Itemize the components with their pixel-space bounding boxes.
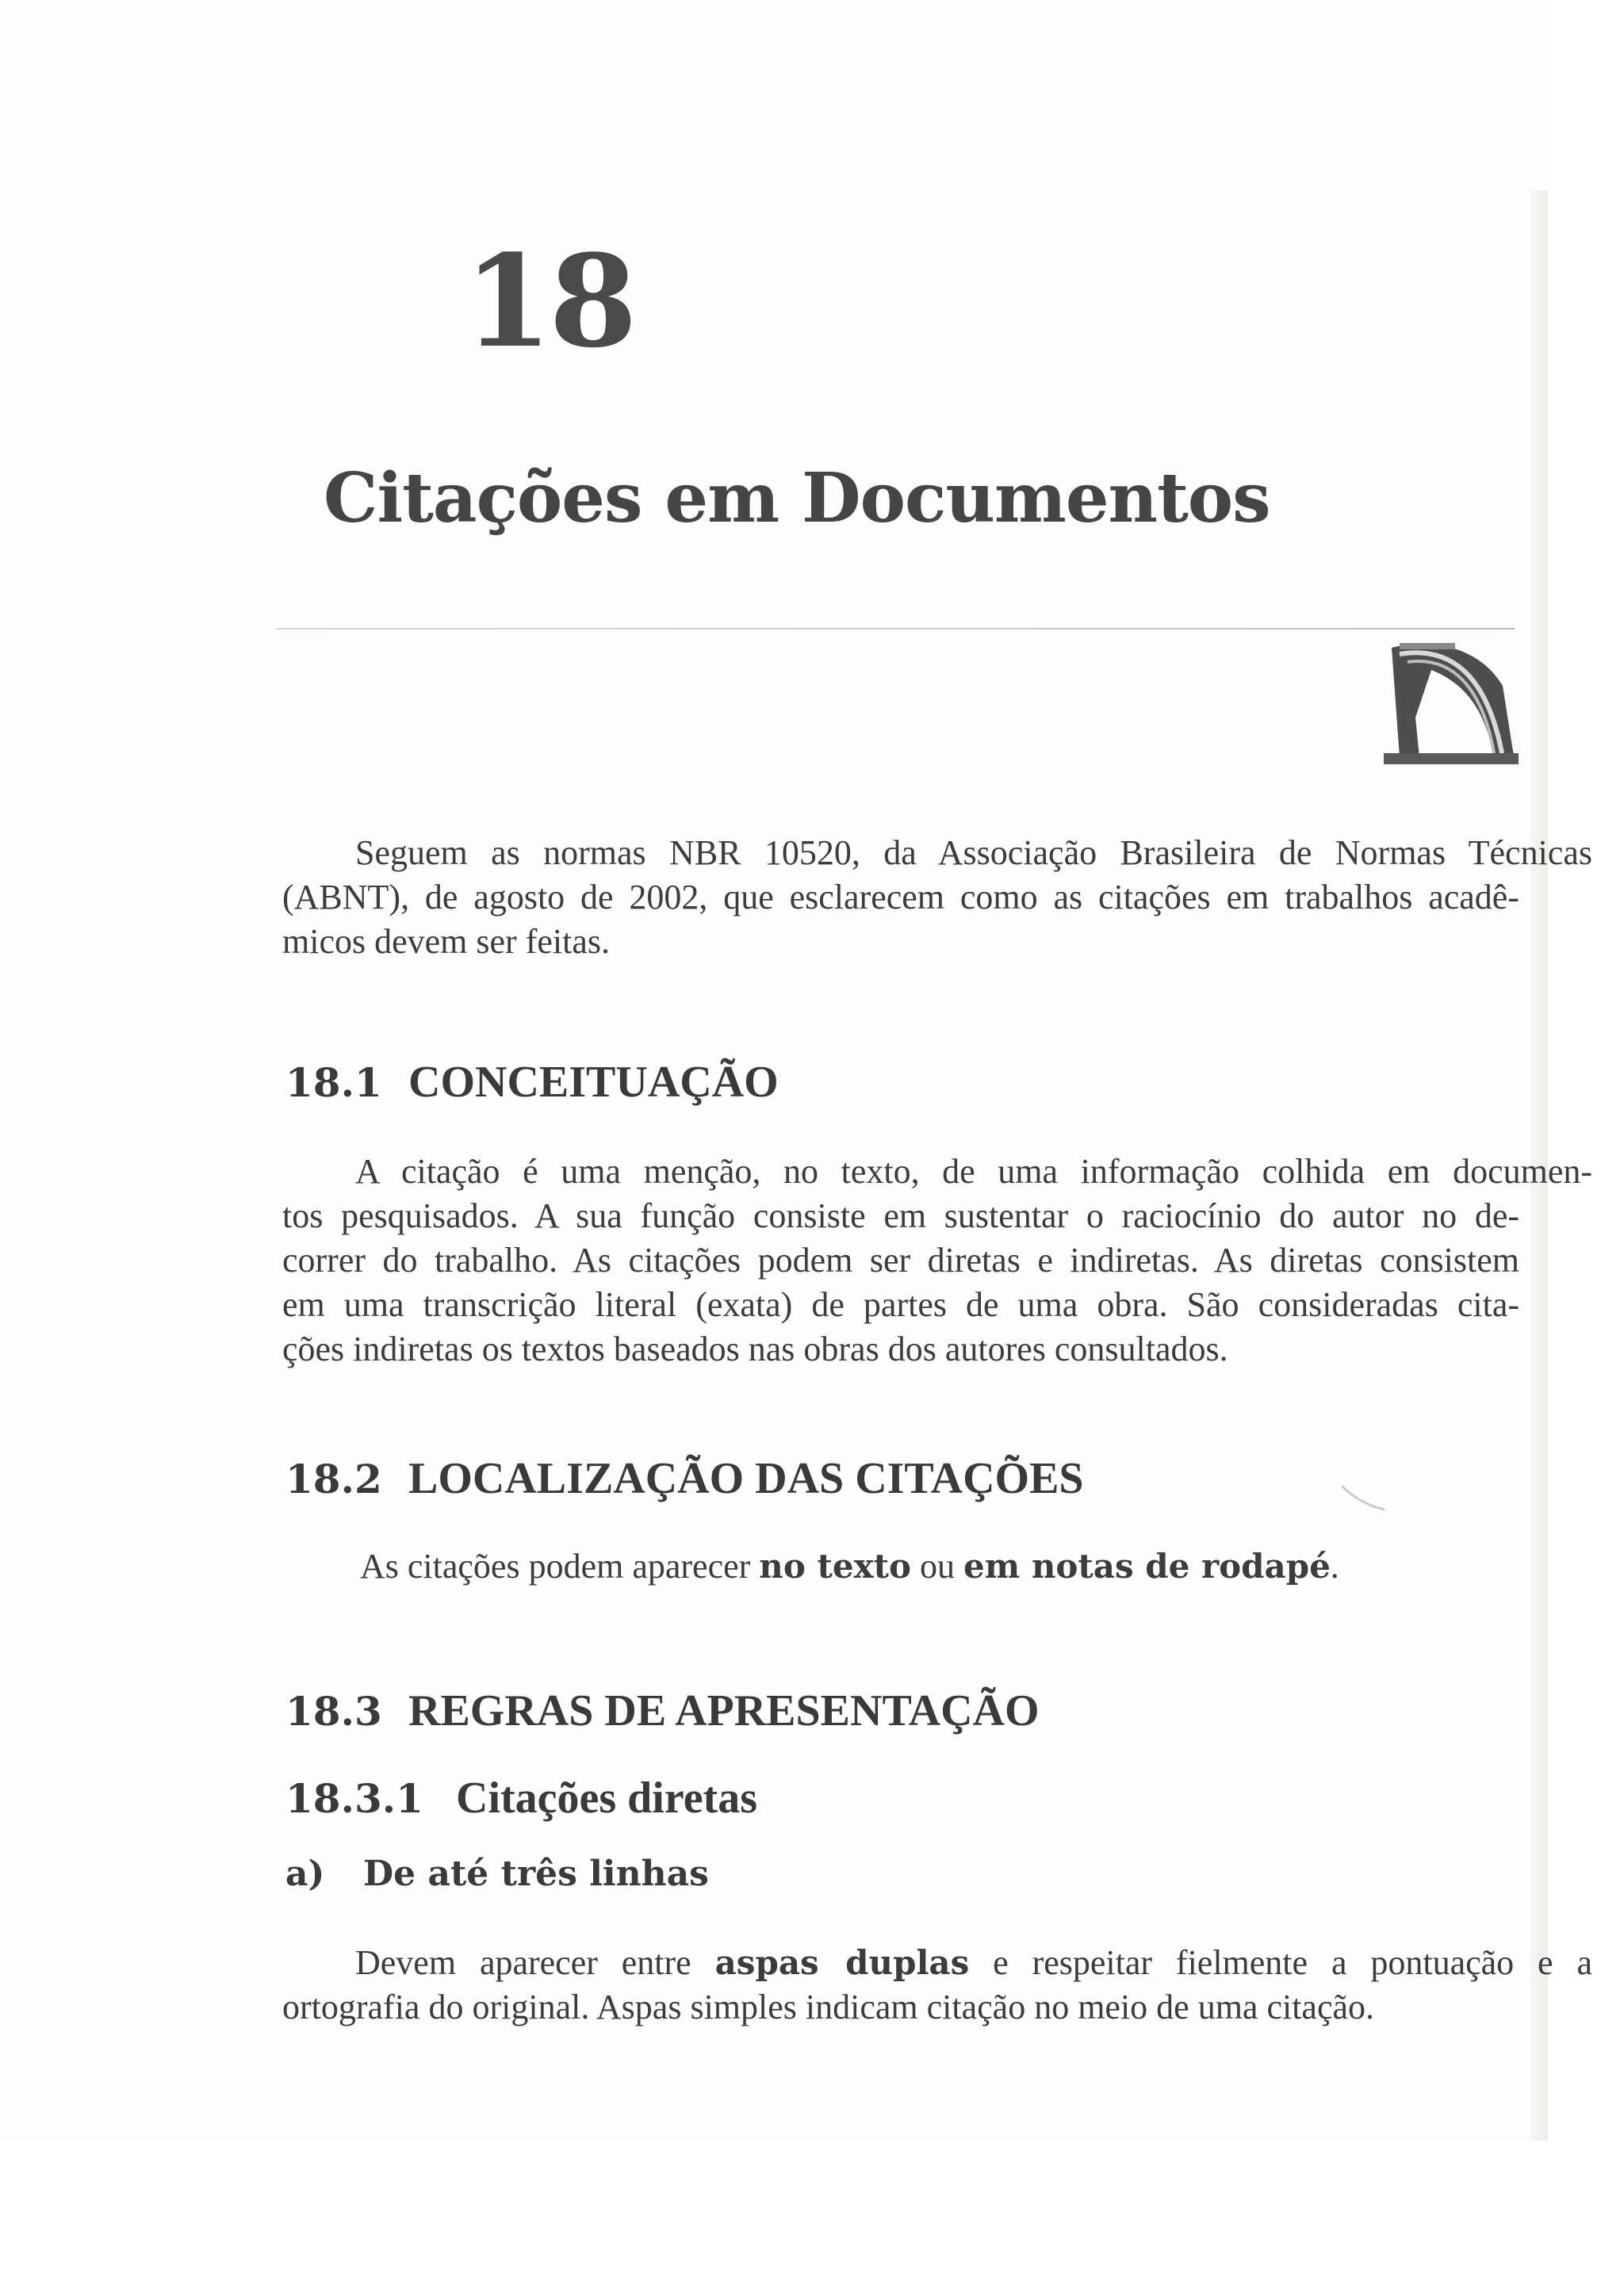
header-divider — [276, 628, 1515, 629]
intro-line: (ABNT), de agosto de 2002, que esclarecem como as citações em trabalhos acadê- — [282, 878, 1519, 916]
chapter-title: Citações em Documentos — [324, 458, 1270, 538]
bold-text: aspas duplas — [714, 1943, 970, 1982]
section-number: 18.2 — [285, 1456, 382, 1502]
paragraph-line — [355, 1941, 1592, 1985]
intro-paragraph-cont — [282, 875, 1519, 964]
section-heading-18-1 — [285, 1058, 779, 1108]
paragraph-line: em uma transcrição literal (exata) de partes de uma obra. São consideradas cita- — [282, 1285, 1519, 1324]
text-run: e respeitar fielmente a pontuação e a — [969, 1943, 1592, 1982]
section-heading-18-3-1 — [285, 1774, 757, 1823]
pencil-mark — [1340, 1483, 1388, 1514]
paragraph-line: A citação é uma menção, no texto, de uma informação colhida em documen- — [355, 1152, 1592, 1191]
paragraph-line: ortografia do original. Aspas simples indicam citação no meio de uma citação. — [282, 1988, 1375, 2026]
section-heading-18-3 — [285, 1687, 1040, 1736]
bold-text: no texto — [759, 1547, 912, 1586]
bold-text: em notas de rodapé — [963, 1547, 1331, 1586]
section-heading-18-2 — [285, 1455, 1084, 1504]
subsection-heading-a — [285, 1854, 709, 1894]
text-run: As citações podem aparecer — [360, 1547, 760, 1586]
tres-linhas-paragraph — [282, 1941, 1592, 1985]
subsection-title: De até três linhas — [363, 1854, 709, 1894]
paragraph-line: tos pesquisados. A sua função consiste em sustentar o raciocínio do autor no de- — [282, 1196, 1519, 1235]
intro-paragraph — [282, 831, 1592, 875]
text-run: . — [1330, 1547, 1339, 1586]
conceituacao-paragraph — [282, 1150, 1592, 1194]
paragraph-line: ções indiretas os textos baseados nas obras dos autores consultados. — [282, 1330, 1228, 1368]
section-title: REGRAS DE APRESENTAÇÃO — [408, 1686, 1040, 1735]
subsection-letter: a) — [285, 1854, 325, 1894]
intro-line: micos devem ser feitas. — [282, 922, 610, 961]
intro-line: Seguem as normas NBR 10520, da Associação Brasileira de Normas Técnicas — [355, 833, 1592, 872]
text-run: Devem aparecer entre — [355, 1943, 715, 1982]
tres-linhas-paragraph-cont — [282, 1985, 1519, 2030]
text-run: ou — [911, 1547, 964, 1586]
section-number: 18.3 — [285, 1688, 382, 1735]
chapter-number: 18 — [464, 227, 634, 376]
section-title: LOCALIZAÇÃO DAS CITAÇÕES — [408, 1454, 1084, 1503]
paragraph-line: correr do trabalho. As citações podem ser diretas e indiretas. As diretas consistem — [282, 1241, 1519, 1280]
publisher-logo-icon — [1384, 638, 1519, 771]
section-title: CONCEITUAÇÃO — [408, 1058, 779, 1107]
section-title: Citações diretas — [456, 1774, 757, 1823]
localizacao-paragraph — [360, 1546, 1339, 1586]
section-number: 18.3.1 — [285, 1775, 423, 1822]
conceituacao-paragraph-cont — [282, 1194, 1519, 1372]
section-number: 18.1 — [285, 1059, 382, 1106]
